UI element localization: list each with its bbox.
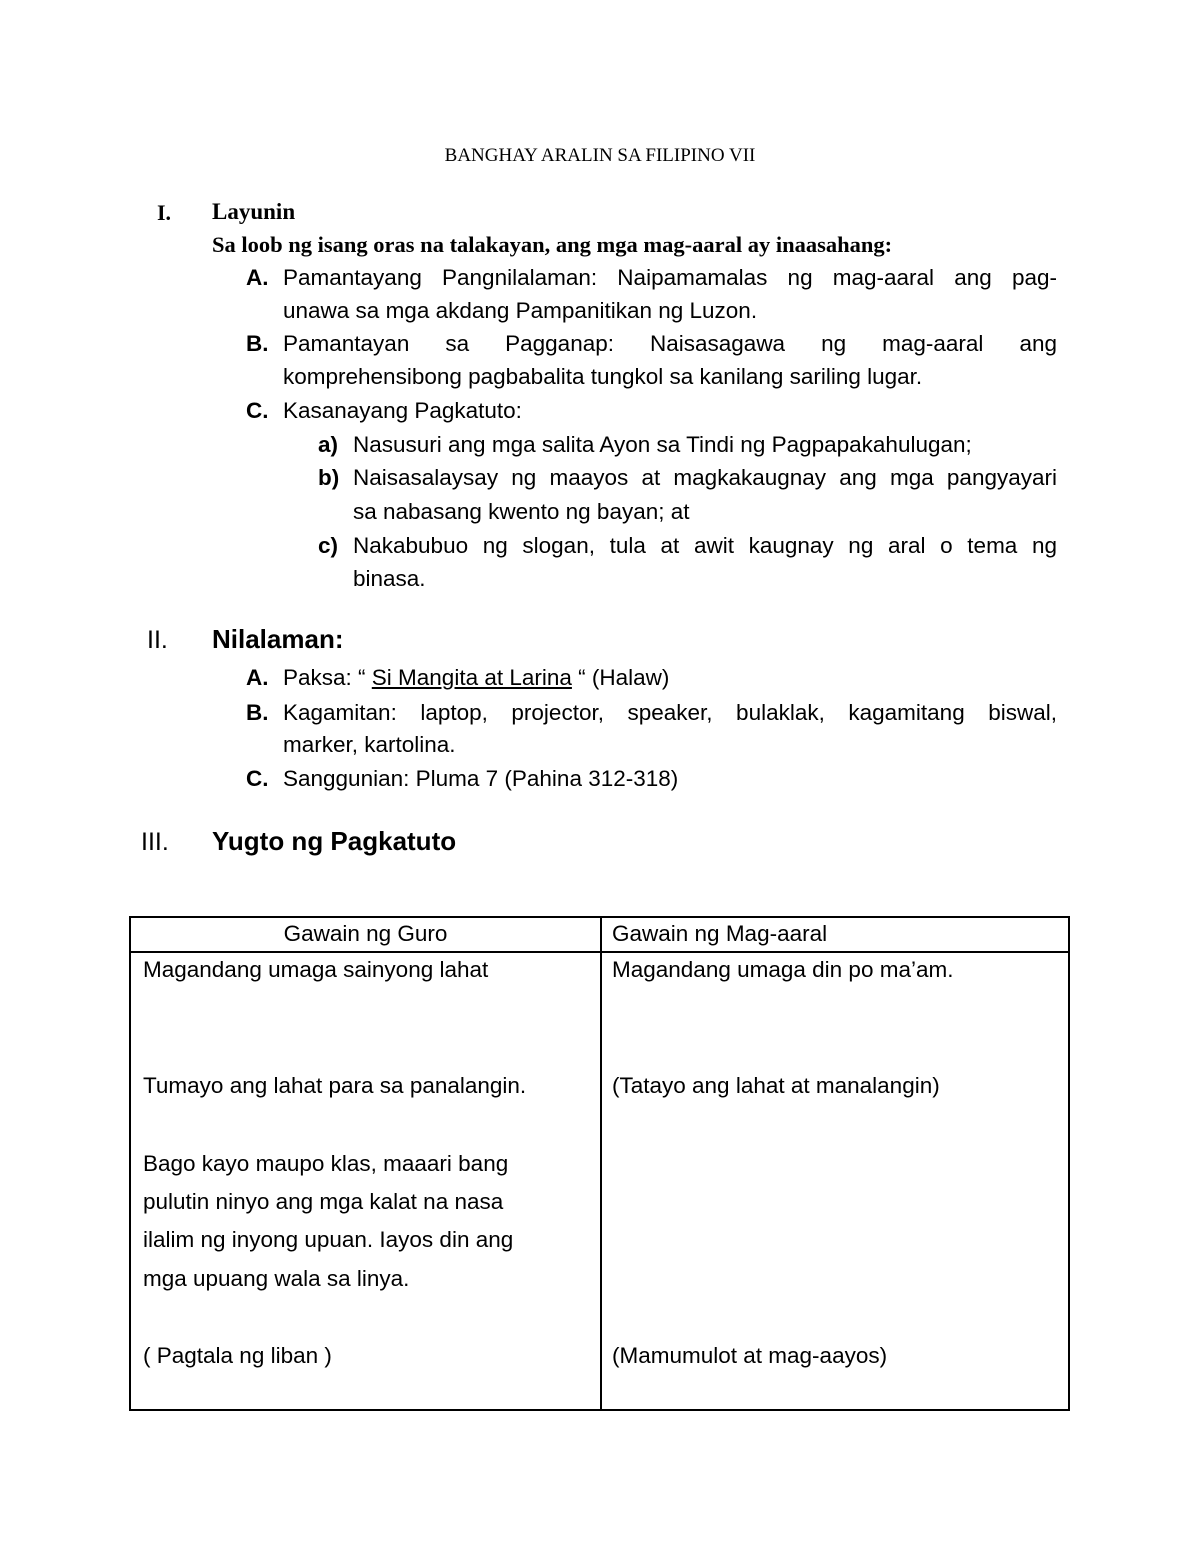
student-prayer: (Tatayo ang lahat at manalangin)	[612, 1073, 940, 1098]
skill-c-marker: c)	[318, 533, 339, 558]
teacher-attendance: ( Pagtala ng liban )	[143, 1343, 332, 1368]
content-b-line2: marker, kartolina.	[283, 732, 456, 757]
content-b-line1: Kagamitan: laptop, projector, speaker, bulaklak, kagamitang biswal,	[283, 700, 1057, 725]
content-b-marker: B.	[246, 700, 269, 725]
skill-a-marker: a)	[318, 432, 339, 457]
content-a-topic	[283, 661, 669, 694]
objective-a-line2: unawa sa mga akdang Pampanitikan ng Luzon.	[283, 298, 758, 323]
content-c-line1: Sanggunian: Pluma 7 (Pahina 312-318)	[283, 766, 679, 791]
topic-prefix: Paksa: “	[283, 665, 372, 690]
section-3-numeral: III.	[141, 828, 169, 856]
teacher-prayer: Tumayo ang lahat para sa panalangin.	[143, 1073, 527, 1098]
section-1-numeral: I.	[157, 200, 172, 225]
activities-table	[129, 916, 1070, 1411]
teacher-cleanup-line2: pulutin ninyo ang mga kalat na nasa	[143, 1189, 504, 1214]
objective-b-line2: komprehensibong pagbabalita tungkol sa kanilang sariling lugar.	[283, 364, 923, 389]
skill-b-line2: sa nabasang kwento ng bayan; at	[353, 499, 690, 524]
objective-b-marker: B.	[246, 331, 269, 356]
objectives-intro: Sa loob ng isang oras na talakayan, ang mga mag-aaral ay inaasahang:	[212, 232, 893, 257]
skill-a-line1: Nasusuri ang mga salita Ayon sa Tindi ng Pagpapakahulugan;	[353, 432, 972, 457]
objective-c-line1: Kasanayang Pagkatuto:	[283, 398, 522, 423]
skill-c-line2: binasa.	[353, 566, 426, 591]
column-divider	[600, 918, 602, 1409]
skill-b-marker: b)	[318, 465, 340, 490]
document-title: BANGHAY ARALIN SA FILIPINO VII	[444, 145, 756, 166]
section-3-heading: Yugto ng Pagkatuto	[212, 826, 457, 856]
section-1-heading: Layunin	[212, 199, 296, 224]
teacher-cleanup-line4: mga upuang wala sa linya.	[143, 1266, 410, 1291]
teacher-cleanup-line1: Bago kayo maupo klas, maaari bang	[143, 1151, 509, 1176]
topic-title: Si Mangita at Larina	[371, 665, 572, 690]
student-greeting: Magandang umaga din po ma’am.	[612, 957, 954, 982]
objective-a-line1: Pamantayang Pangnilalaman: Naipamamalas ng mag-aaral ang pag-	[283, 265, 1057, 290]
header-student: Gawain ng Mag-aaral	[612, 921, 828, 946]
header-teacher: Gawain ng Guro	[283, 921, 448, 946]
teacher-cleanup-line3: ilalim ng inyong upuan. Iayos din ang	[143, 1227, 514, 1252]
skill-c-line1: Nakabubuo ng slogan, tula at awit kaugnay ng aral o tema ng	[353, 533, 1057, 558]
content-a-marker: A.	[246, 665, 269, 690]
content-c-marker: C.	[246, 766, 269, 791]
topic-suffix: “ (Halaw)	[571, 665, 670, 690]
teacher-greeting: Magandang umaga sainyong lahat	[143, 957, 489, 982]
student-cleanup: (Mamumulot at mag-aayos)	[612, 1343, 888, 1368]
header-divider	[131, 951, 1068, 953]
objective-c-marker: C.	[246, 398, 269, 423]
objective-a-marker: A.	[246, 265, 269, 290]
section-2-heading: Nilalaman:	[212, 624, 344, 654]
objective-b-line1: Pamantayan sa Pagganap: Naisasagawa ng mag-aaral ang	[283, 331, 1057, 356]
skill-b-line1: Naisasalaysay ng maayos at magkakaugnay ang mga pangyayari	[353, 465, 1057, 490]
section-2-numeral: II.	[147, 626, 168, 654]
